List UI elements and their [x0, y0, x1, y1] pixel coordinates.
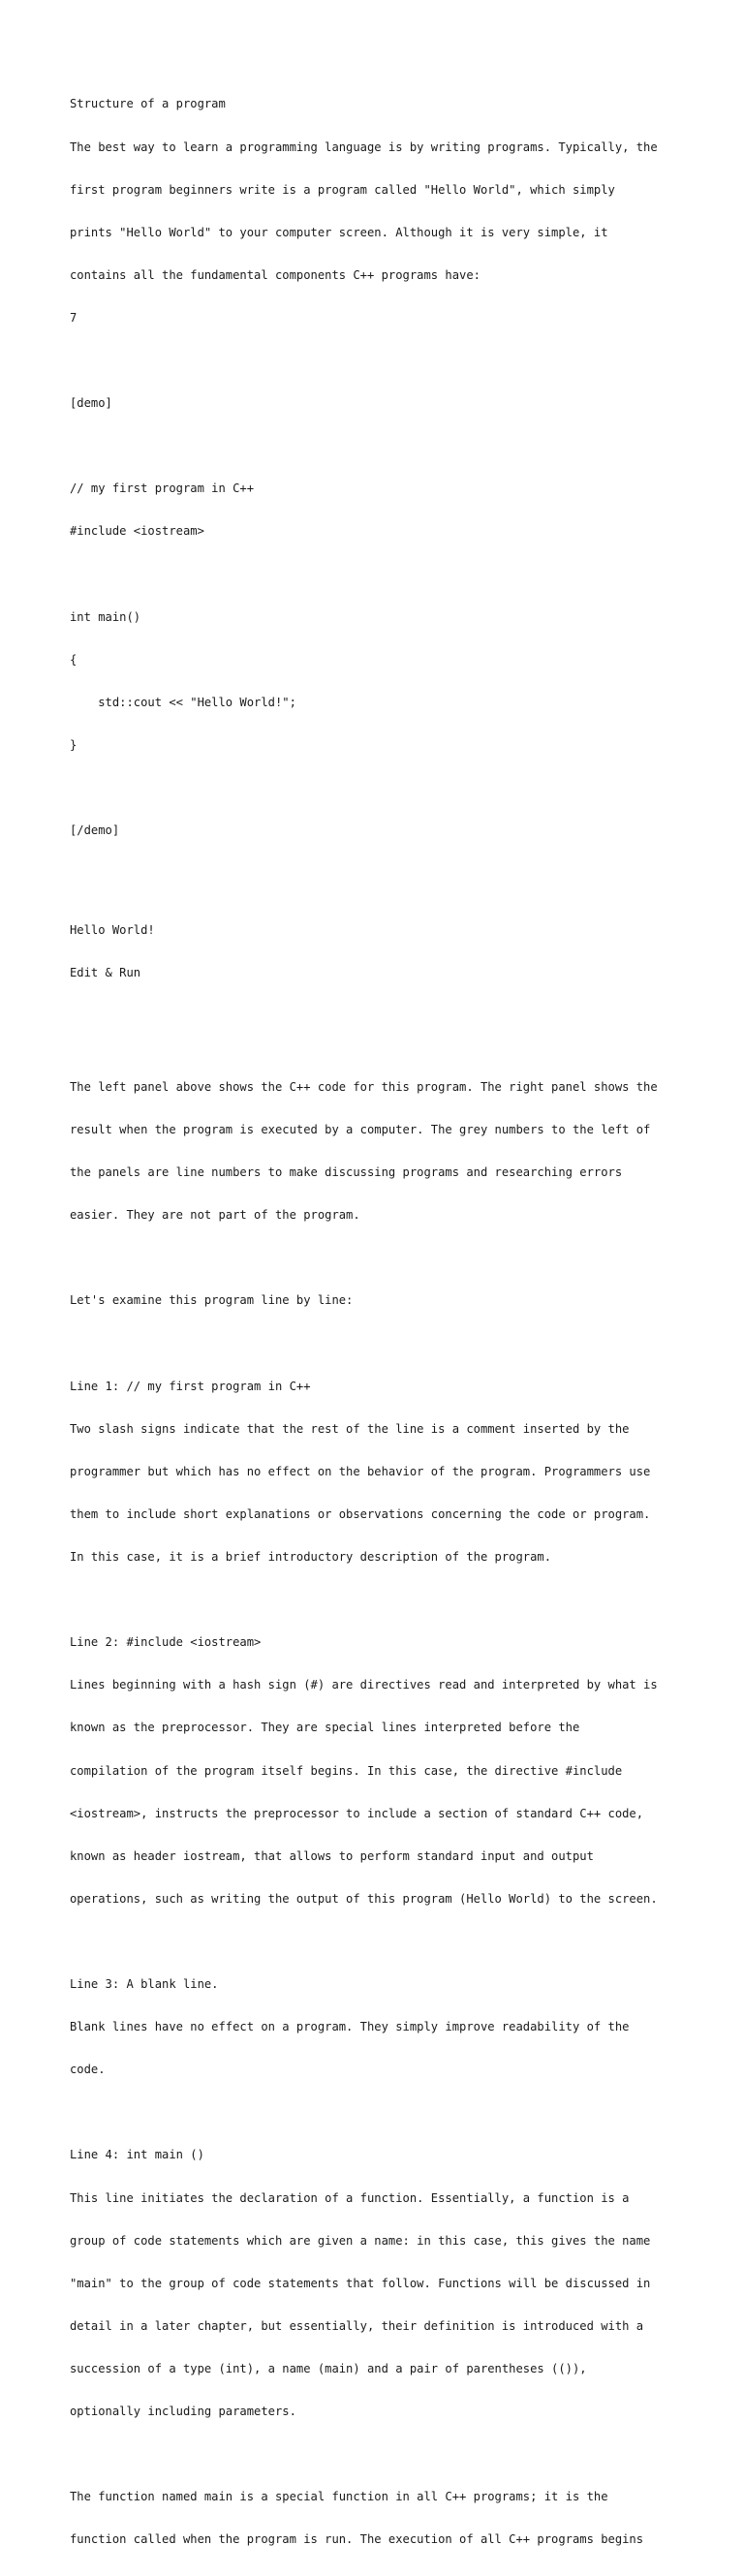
line3-paragraph	[70, 1949, 690, 2106]
text-line: known as header iostream, that allows to perform standard input and output	[70, 1848, 594, 1863]
line-heading: Line 2: #include <iostream>	[70, 1635, 262, 1650]
text-line: The best way to learn a programming language is by writing programs. Typically, the	[70, 140, 658, 154]
text-line: "main" to the group of code statements that follow. Functions will be discussed in	[70, 2276, 651, 2290]
line-heading: Line 3: A blank line.	[70, 1977, 219, 1992]
page-number: 7	[70, 310, 78, 325]
text-line: result when the program is executed by a computer. The grey numbers to the left of	[70, 1122, 651, 1136]
text-line: optionally including parameters.	[70, 2405, 296, 2419]
document-page	[70, 69, 690, 2576]
text-line: The left panel above shows the C++ code for this program. The right panel shows the	[70, 1079, 658, 1094]
line-heading: Line 1: // my first program in C++	[70, 1379, 311, 1393]
text-line: contains all the fundamental components C++ programs have:	[70, 267, 480, 282]
section-title: Structure of a program	[70, 97, 226, 111]
output-text: Hello World!	[70, 923, 155, 938]
text-line: Let's examine this program line by line:	[70, 1293, 354, 1308]
demo-close-tag	[70, 795, 690, 867]
code-line: int main()	[70, 609, 141, 624]
text-line: The function named main is a special function in all C++ programs; it is the	[70, 2490, 608, 2504]
text-line: them to include short explanations or observations concerning the code or program.	[70, 1506, 651, 1521]
code-block-main	[70, 581, 690, 781]
text-line: Blank lines have no effect on a program. They simply improve readability of the	[70, 2020, 630, 2034]
text-line: programmer but which has no effect on the behavior of the program. Programmers use	[70, 1464, 651, 1478]
demo-close: [/demo]	[70, 823, 120, 838]
code-block-header	[70, 453, 690, 568]
text-line: This line initiates the declaration of a function. Essentially, a function is a	[70, 2190, 630, 2205]
main-function-paragraph	[70, 2462, 690, 2576]
line4-paragraph	[70, 2120, 690, 2447]
text-line: compilation of the program itself begins. In this case, the directive #include	[70, 1763, 623, 1778]
code-line: #include <iostream>	[70, 524, 204, 539]
line2-paragraph	[70, 1607, 690, 1935]
code-line: std::cout << "Hello World!";	[70, 695, 296, 709]
demo-open: [demo]	[70, 396, 112, 411]
text-line: known as the preprocessor. They are special lines interpreted before the	[70, 1721, 580, 1735]
text-line: code.	[70, 2063, 106, 2077]
intro-paragraph	[70, 69, 690, 354]
text-line: <iostream>, instructs the preprocessor to include a section of standard C++ code,	[70, 1806, 644, 1820]
demo-open-tag	[70, 368, 690, 440]
text-line: prints "Hello World" to your computer screen. Although it is very simple, it	[70, 225, 608, 239]
text-line: succession of a type (int), a name (main) and a pair of parentheses (()),	[70, 2362, 587, 2375]
text-line: function called when the program is run. The execution of all C++ programs begins	[70, 2532, 644, 2547]
text-line: first program beginners write is a program called "Hello World", which simply	[70, 182, 615, 197]
program-output	[70, 895, 690, 1009]
examine-paragraph	[70, 1265, 690, 1337]
text-line: the panels are line numbers to make discussing programs and researching errors	[70, 1165, 623, 1180]
text-line: operations, such as writing the output of this program (Hello World) to the screen.	[70, 1891, 658, 1906]
text-line: group of code statements which are given a name: in this case, this gives the name	[70, 2233, 651, 2248]
code-line: // my first program in C++	[70, 481, 255, 496]
text-line: detail in a later chapter, but essentially, their definition is introduced with a	[70, 2318, 644, 2333]
line1-paragraph	[70, 1350, 690, 1593]
panel-explanation-paragraph	[70, 1051, 690, 1251]
code-line: {	[70, 652, 78, 667]
text-line: Two slash signs indicate that the rest of the line is a comment inserted by the	[70, 1421, 630, 1436]
text-line: easier. They are not part of the program.	[70, 1208, 360, 1223]
line-heading: Line 4: int main ()	[70, 2148, 204, 2162]
code-line: }	[70, 738, 78, 752]
edit-run-link[interactable]: Edit & Run	[70, 966, 141, 980]
text-line: In this case, it is a brief introductory description of the program.	[70, 1549, 552, 1564]
text-line: Lines beginning with a hash sign (#) are directives read and interpreted by what is	[70, 1678, 658, 1692]
